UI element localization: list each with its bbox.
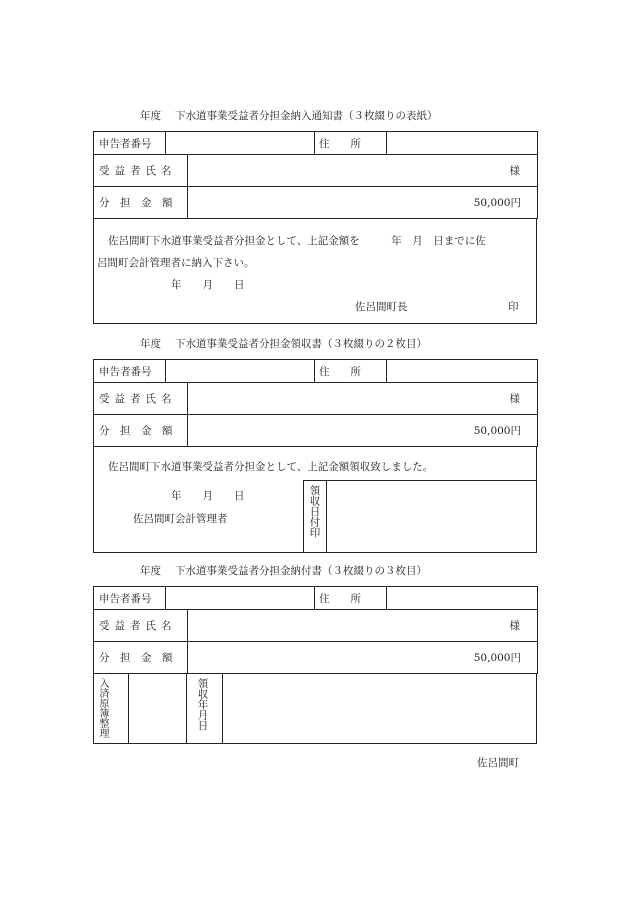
form2-label-amount: 分 担 金 額 — [94, 415, 188, 447]
form2-nendo: 年度 — [140, 338, 161, 350]
form3-table — [93, 586, 538, 674]
form1-address-field[interactable] — [387, 132, 538, 155]
form1-title-text: 下水道事業受益者分担金納入通知書（３枚綴りの表紙） — [175, 110, 438, 122]
form2-label-number: 申告者番号 — [94, 360, 166, 383]
form3-title — [140, 563, 427, 578]
footer-town: 佐呂間町 — [477, 757, 519, 769]
form2-date: 年 月 日 — [171, 490, 245, 502]
form2-label-name: 受益者氏名 — [94, 383, 188, 415]
form3-title-text: 下水道事業受益者分担金納付書（３枚綴りの３枚目） — [175, 565, 427, 577]
form3-ledger-label: 入済原簿整理 — [97, 678, 108, 738]
form1-label-address: 住 所 — [315, 132, 387, 155]
form1-notice-line1: 佐呂間町下水道事業受益者分担金として、上記金額を 年 月 日までに佐 — [108, 235, 486, 247]
form3-number-field[interactable] — [166, 587, 315, 610]
form3-nendo: 年度 — [140, 565, 161, 577]
form1-amount: 50,000円 — [188, 187, 538, 219]
form3-label-amount: 分 担 金 額 — [94, 642, 188, 674]
form1-nendo: 年度 — [140, 110, 161, 122]
form2-table — [93, 359, 538, 447]
form3-ledger-cell[interactable] — [128, 673, 187, 744]
form1-notice-line2: 呂間町会計管理者に納入下さい。 — [97, 257, 255, 269]
form3-amount: 50,000円 — [188, 642, 538, 674]
form3-name-field[interactable]: 様 — [188, 610, 538, 642]
form2-address-field[interactable] — [387, 360, 538, 383]
form1-number-field[interactable] — [166, 132, 315, 155]
form2-number-field[interactable] — [166, 360, 315, 383]
form1-name-field[interactable]: 様 — [188, 155, 538, 187]
form2-label-address: 住 所 — [315, 360, 387, 383]
form1-seal: 印 — [508, 301, 519, 313]
form2-stamp-box[interactable] — [303, 480, 537, 553]
form1-table — [93, 131, 538, 219]
form1-title — [140, 108, 438, 123]
form3-address-field[interactable] — [387, 587, 538, 610]
form1-label-name: 受益者氏名 — [94, 155, 188, 187]
form3-label-address: 住 所 — [315, 587, 387, 610]
form1-issuer: 佐呂間町長 — [355, 301, 408, 313]
form2-stamp-label: 領収日付印 — [308, 485, 321, 538]
form3-label-name: 受益者氏名 — [94, 610, 188, 642]
form2-receipt-text: 佐呂間町下水道事業受益者分担金として、上記金額領収致しました。 — [108, 461, 434, 473]
form1-label-amount: 分 担 金 額 — [94, 187, 188, 219]
form2-receiver: 佐呂間町会計管理者 — [133, 513, 228, 525]
form3-label-number: 申告者番号 — [94, 587, 166, 610]
form2-name-field[interactable]: 様 — [188, 383, 538, 415]
form1-label-number: 申告者番号 — [94, 132, 166, 155]
form3-stamp-label: 領収年月日 — [196, 678, 209, 731]
form2-title — [140, 336, 427, 351]
form1-date: 年 月 日 — [171, 279, 245, 291]
form2-amount: 50,000円 — [188, 415, 538, 447]
form2-title-text: 下水道事業受益者分担金領収書（３枚綴りの２枚目） — [175, 338, 427, 350]
